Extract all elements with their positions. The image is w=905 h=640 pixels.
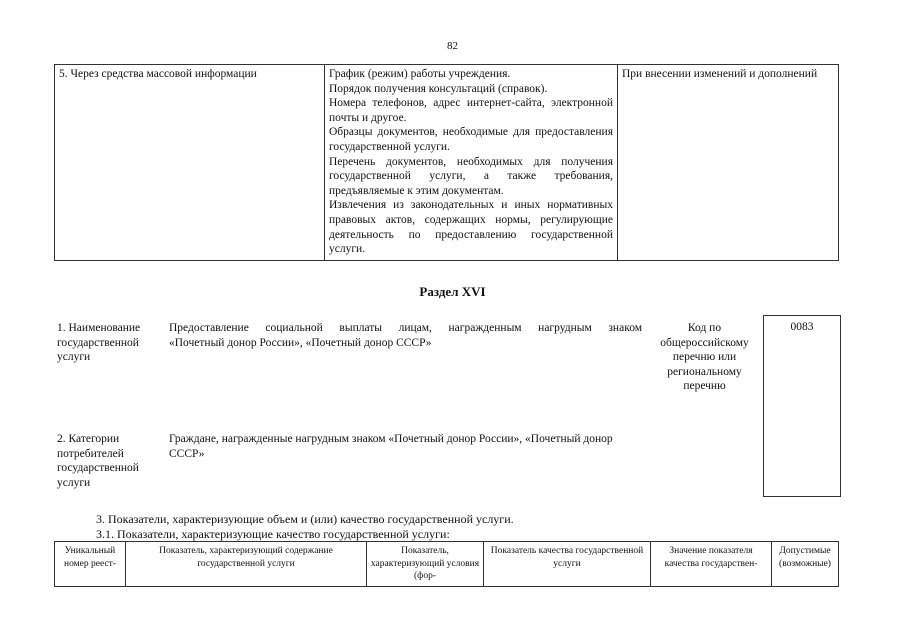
table-header-row [55, 542, 839, 587]
service-name-line: «Почетный донор России», «Почетный донор СССР» [169, 336, 432, 349]
frequency-cell: При внесении изменений и дополнений [618, 65, 839, 261]
content-paragraph: Извлечения из законодательных и иных нормативных правовых актов, содержащих нормы, регулирующие деятельность по предоставлению государственной услуги. [329, 199, 613, 256]
code-box [763, 315, 841, 497]
info-channels-table [54, 64, 839, 261]
code-value: 0083 [790, 321, 814, 333]
column-header: Показатель, характеризующий условия (фор- [367, 542, 484, 587]
content-paragraph: График (режим) работы учреждения. [329, 68, 511, 80]
channel-cell: 5. Через средства массовой информации [55, 65, 325, 261]
code-label: Код по общероссийскому перечню или региональному перечню [660, 322, 749, 393]
content-paragraph: Образцы документов, необходимые для предоставления государственной услуги. [329, 126, 613, 153]
section-title: Раздел XVI [419, 284, 486, 299]
consumer-category-label: 2. Категории потребителей государственной услуги [57, 433, 139, 489]
paragraph-3: 3. Показатели, характеризующие объем и (или) качество государственной услуги. [96, 512, 514, 526]
column-header: Допустимые (возможные) [772, 542, 839, 587]
consumer-category-text: Граждане, награжденные нагрудным знаком «Почетный донор России», «Почетный донор СССР» [169, 433, 613, 460]
content-paragraph: Номера телефонов, адрес интернет-сайта, электронной почты и другое. [329, 97, 613, 124]
service-name-text [169, 321, 642, 350]
page-number: 82 [447, 40, 458, 52]
column-header: Показатель, характеризующий содержание государственной услуги [126, 542, 367, 587]
service-name-label: 1. Наименование государственной услуги [57, 322, 141, 364]
table-row [55, 65, 839, 261]
content-cell [325, 65, 618, 261]
quality-indicators-table [54, 541, 839, 587]
paragraph-3-1: 3.1. Показатели, характеризующие качество государственной услуги: [96, 527, 450, 541]
service-name-line: Предоставление социальной выплаты лицам, награжденным нагрудным знаком [169, 322, 642, 334]
column-header: Показатель качества государственной услуги [484, 542, 651, 587]
content-paragraph: Перечень документов, необходимых для получения государственной услуги, а также требования, предъявляемые к этим документам. [329, 155, 613, 197]
column-header: Значение показателя качества государствен- [651, 542, 772, 587]
column-header: Уникальный номер реест- [55, 542, 126, 587]
content-paragraph: Порядок получения консультаций (справок). [329, 82, 548, 95]
